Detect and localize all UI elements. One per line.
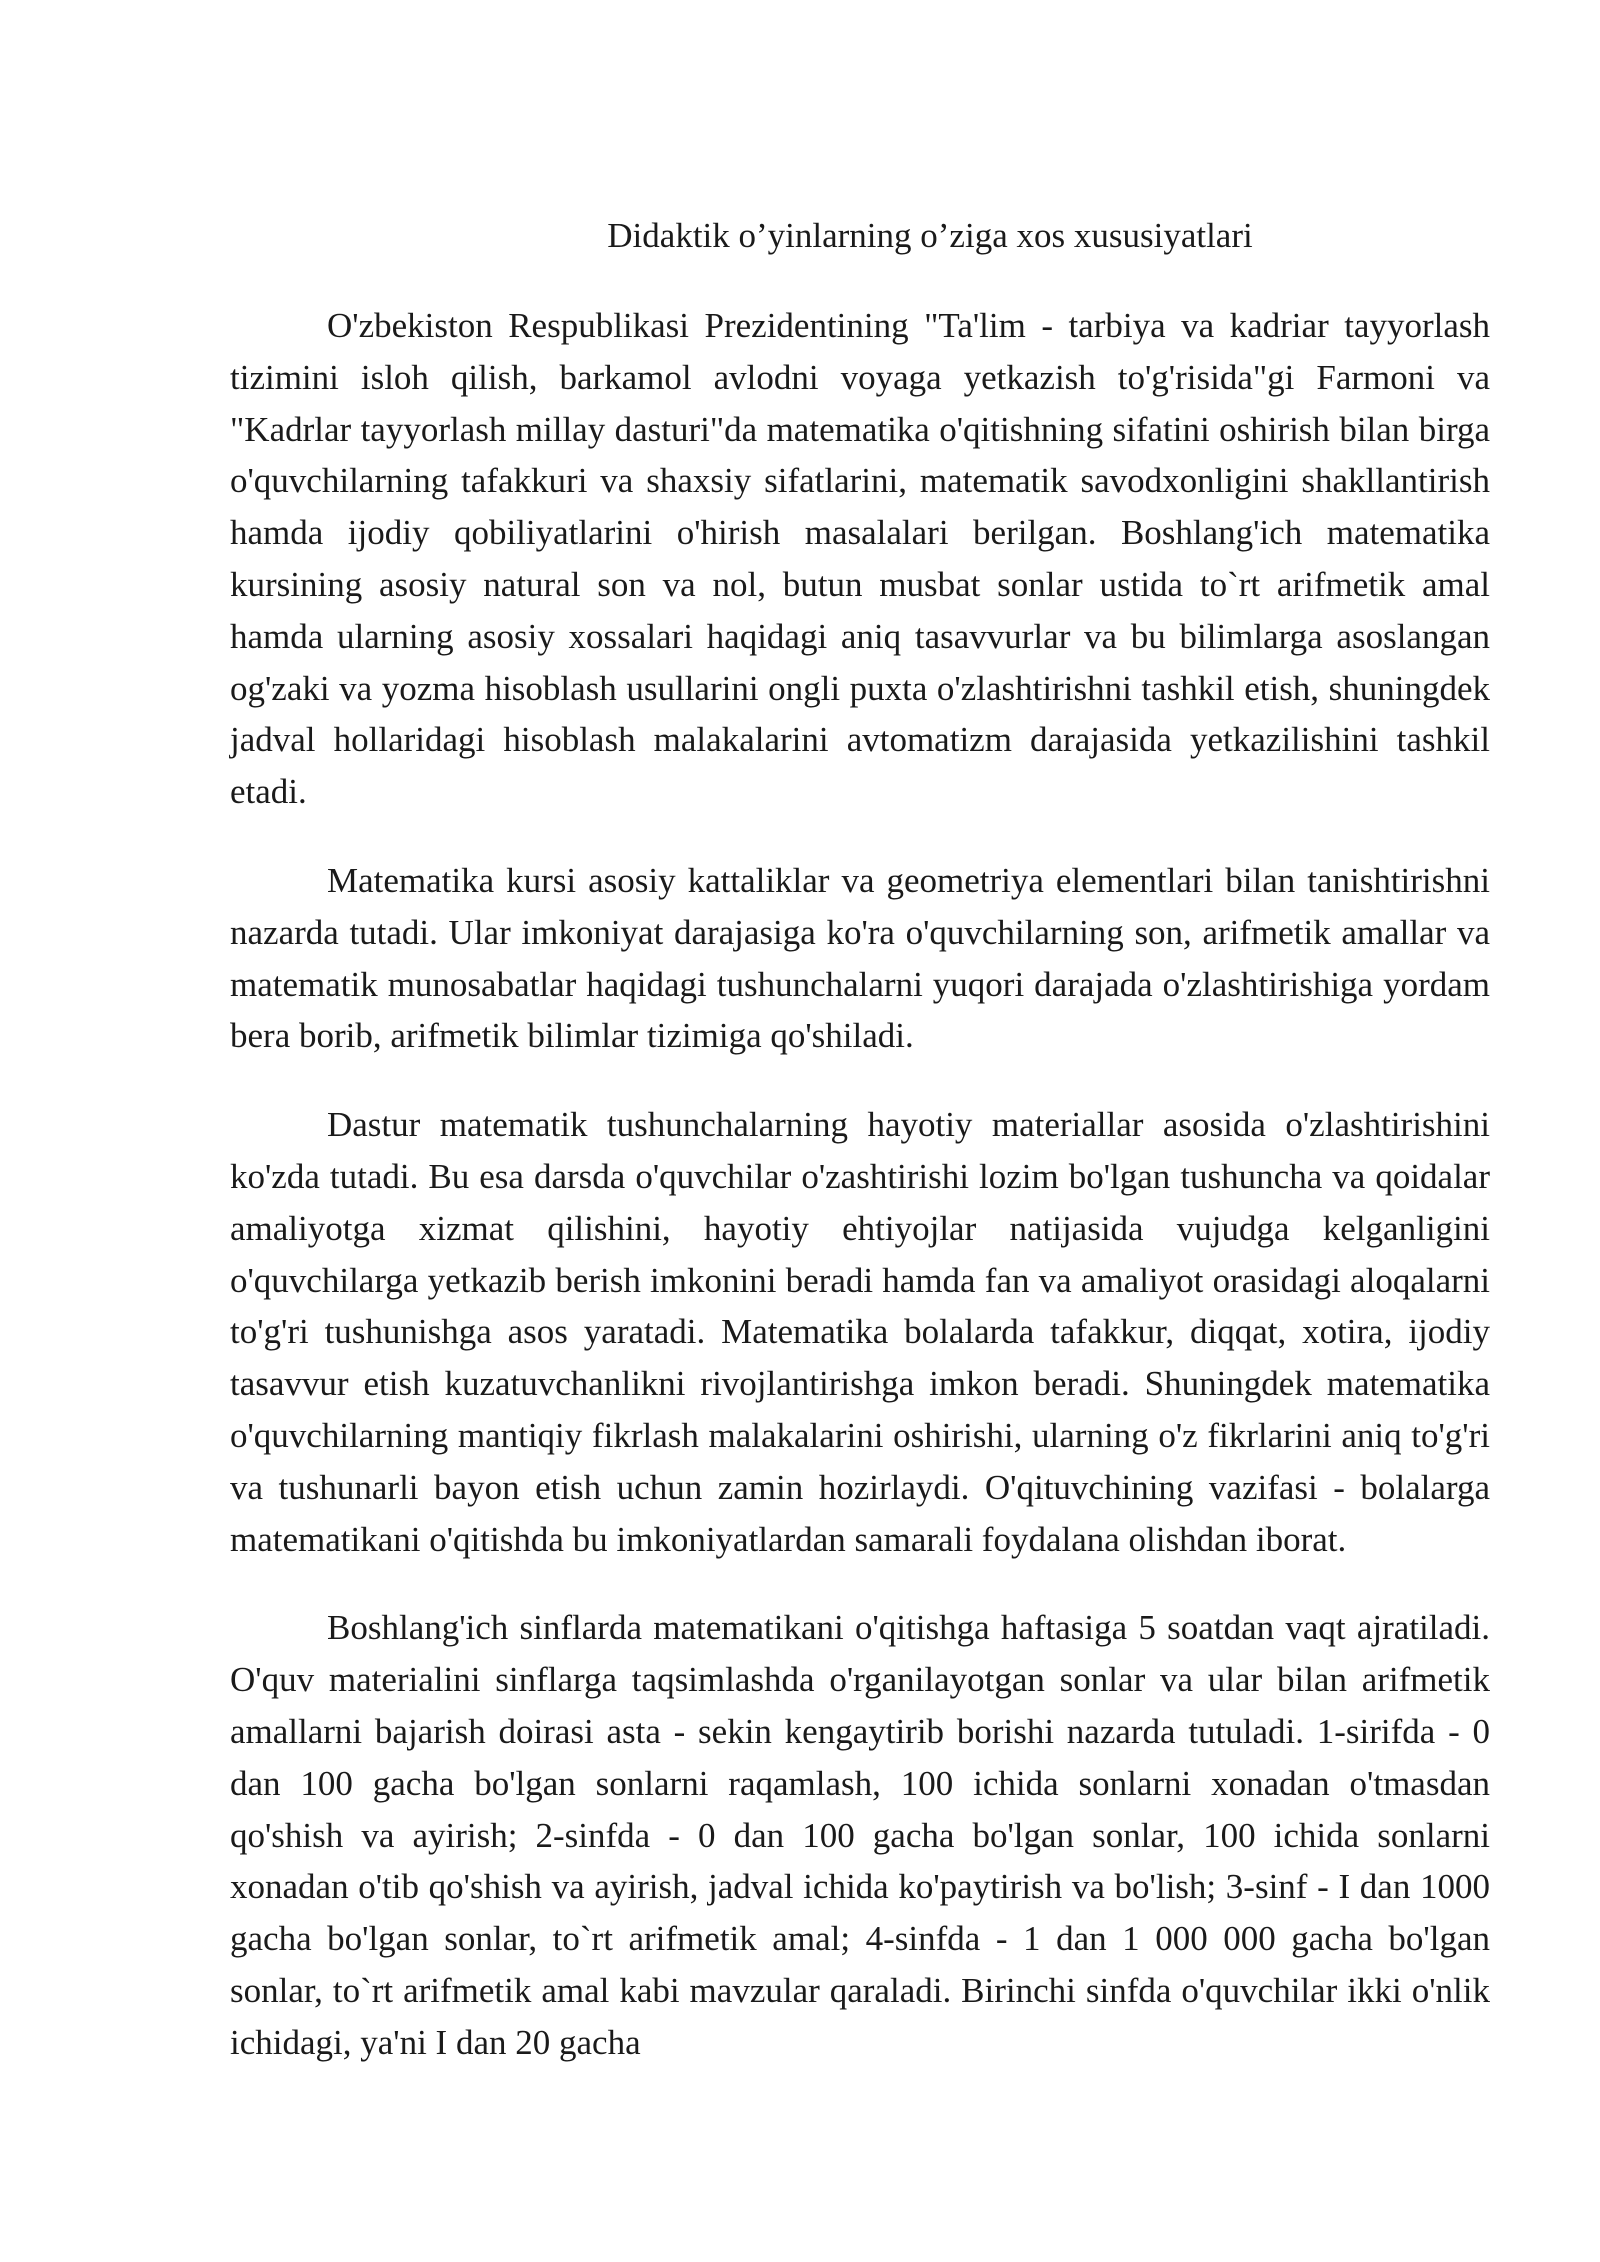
document-title: Didaktik o’yinlarning o’ziga xos xususiyatlari xyxy=(607,216,1253,255)
paragraph-4: Boshlang'ich sinflarda matematikani o'qitishga haftasiga 5 soatdan vaqt ajratiladi. O'quv materialini sinflarga taqsimlashda o'rganilayotgan sonlar va ular bilan arifmetik amallarni bajarish doirasi asta - sekin kengaytirib borishi nazarda tutuladi. 1-sirifda - 0 dan 100 gacha bo'lgan sonlarni raqamlash, 100 ichida sonlarni xonadan o'tmasdan qo'shish va ayirish; 2-sinfda - 0 dan 100 gacha bo'lgan sonlar, 100 ichida sonlarni xonadan o'tib qo'shish va ayirish, jadval ichida ko'paytirish va bo'lish; 3-sinf - I dan 1000 gacha bo'lgan sonlar, to`rt arifmetik amal; 4-sinfda - 1 dan 1 000 000 gacha bo'lgan sonlar, to`rt arifmetik amal kabi mavzular qaraladi. Birinchi sinfda o'quvchilar ikki o'nlik ichidagi, ya'ni I dan 20 gacha xyxy=(230,1608,1490,2062)
paragraph-3: Dastur matematik tushunchalarning hayotiy materiallar asosida o'zlashtirishini ko'zda tutadi. Bu esa darsda o'quvchilar o'zashtirishi lozim bo'lgan tushuncha va qoidalar amaliyotga xizmat qilishini, hayotiy ehtiyojlar natijasida vujudga kelganligini o'quvchilarga yetkazib berish imkonini beradi hamda fan va amaliyot orasidagi aloqalarni to'g'ri tushunishga asos yaratadi. Matematika bolalarda tafakkur, diqqat, xotira, ijodiy tasavvur etish kuzatuvchanlikni rivojlantirishga imkon beradi. Shuningdek matematika o'quvchilarning mantiqiy fikrlash malakalarini oshirishi, ularning o'z fikrlarini aniq to'g'ri va tushunarli bayon etish uchun zamin hozirlaydi. O'qituvchining vazifasi - bolalarga matematikani o'qitishda bu imkoniyatlardan samarali foydalana olishdan iborat. xyxy=(230,1105,1490,1559)
page-content xyxy=(230,210,1490,2069)
paragraph-2: Matematika kursi asosiy kattaliklar va geometriya elementlari bilan tanishtirishni nazarda tutadi. Ular imkoniyat darajasiga ko'ra o'quvchilarning son, arifmetik amallar va matematik munosabatlar haqidagi tushunchalarni yuqori darajada o'zlashtirishiga yordam bera borib, arifmetik bilimlar tizimiga qo'shiladi. xyxy=(230,860,1490,1056)
paragraph-1: O'zbekiston Respublikasi Prezidentining "Ta'lim - tarbiya va kadriar tayyorlash tizimini isloh qilish, barkamol avlodni voyaga yetkazish to'g'risida"gi Farmoni va "Kadrlar tayyorlash millay dasturi"da matematika o'qitishning sifatini oshirish bilan birga o'quvchilarning tafakkuri va shaxsiy sifatlarini, matematik savodxonligini shakllantirish hamda ijodiy qobiliyatlarini o'hirish masalalari berilgan. Boshlang'ich matematika kursining asosiy natural son va nol, butun musbat sonlar ustida to`rt arifmetik amal hamda ularning asosiy xossalari haqidagi aniq tasavvurlar va bu bilimlarga asoslangan og'zaki va yozma hisoblash usullarini ongli puxta o'zlashtirishni tashkil etish, shuningdek jadval hollaridagi hisoblash malakalarini avtomatizm darajasida yetkazilishini tashkil etadi. xyxy=(230,306,1490,812)
